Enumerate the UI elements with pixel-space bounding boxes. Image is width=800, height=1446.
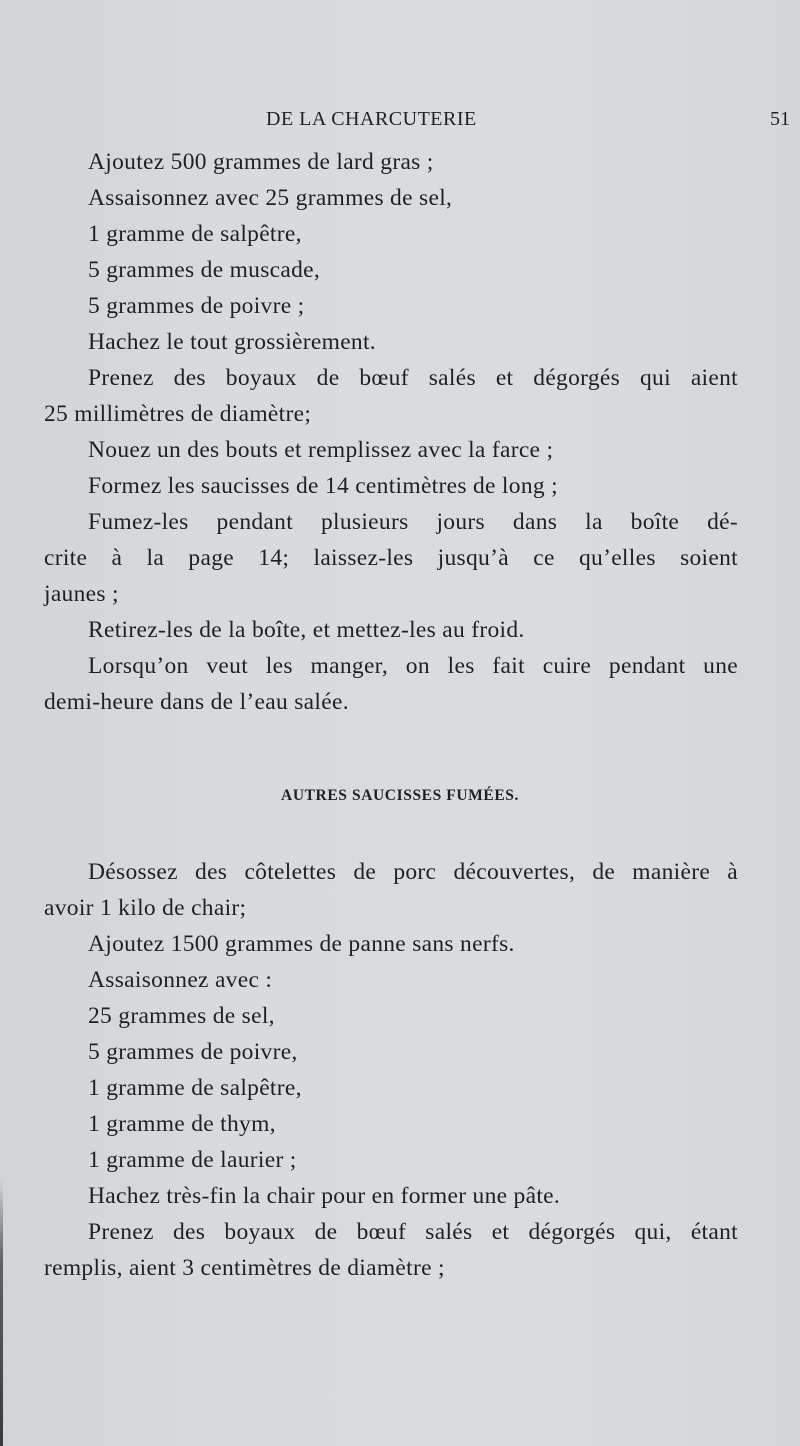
text-line: 25 millimètres de diamètre; — [44, 401, 312, 427]
text-line: Assaisonnez avec : — [88, 967, 273, 993]
text-line: Hachez très-fin la chair pour en former une pâte. — [88, 1183, 561, 1209]
page-edge-shadow — [0, 1180, 3, 1446]
text-line: Fumez-les pendant plusieurs jours dans la boîte dé- — [88, 509, 738, 535]
text-line: 1 gramme de laurier ; — [88, 1147, 297, 1173]
text-line: Formez les saucisses de 14 centimètres de long ; — [88, 473, 558, 499]
text-line: 5 grammes de poivre, — [88, 1039, 298, 1065]
text-line: Ajoutez 1500 grammes de panne sans nerfs. — [88, 931, 515, 957]
page-number: 51 — [770, 108, 790, 130]
text-line: Assaisonnez avec 25 grammes de sel, — [88, 185, 453, 211]
text-line: Hachez le tout grossièrement. — [88, 329, 376, 355]
text-line: Ajoutez 500 grammes de lard gras ; — [88, 149, 434, 175]
text-line: 5 grammes de muscade, — [88, 257, 321, 283]
text-line: 5 grammes de poivre ; — [88, 293, 305, 319]
text-line: Nouez un des bouts et remplissez avec la farce ; — [88, 437, 554, 463]
text-line: Lorsqu’on veut les manger, on les fait cuire pendant une — [88, 653, 738, 679]
text-line: 1 gramme de salpêtre, — [88, 1075, 302, 1101]
text-line: Retirez-les de la boîte, et mettez-les au froid. — [88, 617, 525, 643]
text-line: 25 grammes de sel, — [88, 1003, 275, 1029]
text-line: crite à la page 14; laissez-les jusqu’à ce qu’elles soient — [44, 545, 738, 571]
text-line: Désossez des côtelettes de porc découvertes, de manière à — [88, 859, 738, 885]
text-line: remplis, aient 3 centimètres de diamètre ; — [44, 1255, 445, 1281]
text-line: 1 gramme de thym, — [88, 1111, 276, 1137]
text-line: avoir 1 kilo de chair; — [44, 895, 247, 921]
section-heading: AUTRES SAUCISSES FUMÉES. — [281, 787, 519, 804]
text-line: demi-heure dans de l’eau salée. — [44, 689, 349, 715]
text-line: jaunes ; — [44, 581, 119, 607]
running-title: DE LA CHARCUTERIE — [266, 108, 477, 130]
text-line: 1 gramme de salpêtre, — [88, 221, 302, 247]
running-head — [0, 108, 800, 138]
text-line: Prenez des boyaux de bœuf salés et dégorgés qui, étant — [88, 1219, 738, 1245]
text-line: Prenez des boyaux de bœuf salés et dégorgés qui aient — [88, 365, 738, 391]
